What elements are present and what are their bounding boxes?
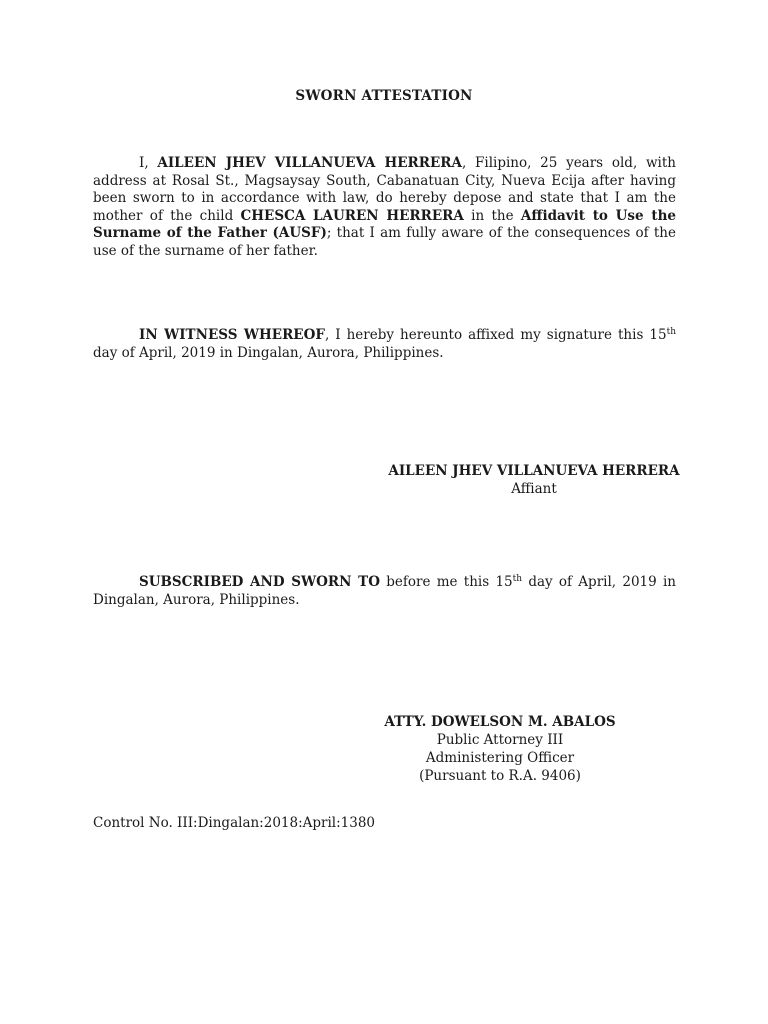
text-segment: day of April, 2019 in Dingalan, Aurora, Philippines. [93, 344, 444, 361]
attestation-paragraph [93, 155, 676, 260]
day-number: 15 [495, 574, 513, 590]
officer-position: Public Attorney III [436, 732, 564, 748]
affiant-role: Affiant [511, 481, 557, 497]
text-segment: before me this [379, 574, 496, 590]
affiant-name-bold: AILEEN JHEV VILLANUEVA HERRERA [157, 155, 462, 171]
officer-capacity: Administering Officer [425, 750, 575, 766]
affiant-name: AILEEN JHEV VILLANUEVA HERRERA [388, 463, 680, 479]
control-number: Control No. III:Dingalan:2018:April:1380 [93, 815, 376, 831]
text-segment: , I hereby hereunto affixed my signature this [324, 327, 650, 343]
text-segment: I, [139, 155, 158, 171]
jurat-paragraph [93, 574, 676, 609]
officer-authority: (Pursuant to R.A. 9406) [419, 768, 581, 784]
day-suffix: th [512, 574, 523, 584]
ausf-title-bold: Affidavit to Use the Surname of the Father (AUSF) [93, 207, 676, 241]
officer-signature-block [355, 713, 645, 785]
text-segment: ; that I am fully aware of the consequences of the use of the surname of her father. [93, 225, 676, 259]
witness-whereof-bold: IN WITNESS WHEREOF [139, 327, 325, 343]
document-title: SWORN ATTESTATION [295, 88, 473, 104]
witness-paragraph [93, 327, 676, 362]
subscribed-sworn-bold: SUBSCRIBED AND SWORN TO [139, 574, 380, 590]
text-segment: in the [463, 207, 521, 224]
day-suffix: th [666, 327, 677, 337]
text-segment: day of April, 2019 in Dingalan, Aurora, Philippines. [93, 574, 676, 608]
day-number: 15 [649, 327, 667, 343]
child-name-bold: CHESCA LAUREN HERRERA [240, 207, 464, 224]
affiant-signature-block [388, 462, 680, 498]
officer-name: ATTY. DOWELSON M. ABALOS [384, 714, 616, 730]
text-segment: , Filipino, 25 years old, with address at Rosal St., Magsaysay South, Cabanatuan City, Nueva Ecija after having been sworn to in accordance with law, do hereby depose and state that I am the mother of the child [93, 155, 676, 224]
